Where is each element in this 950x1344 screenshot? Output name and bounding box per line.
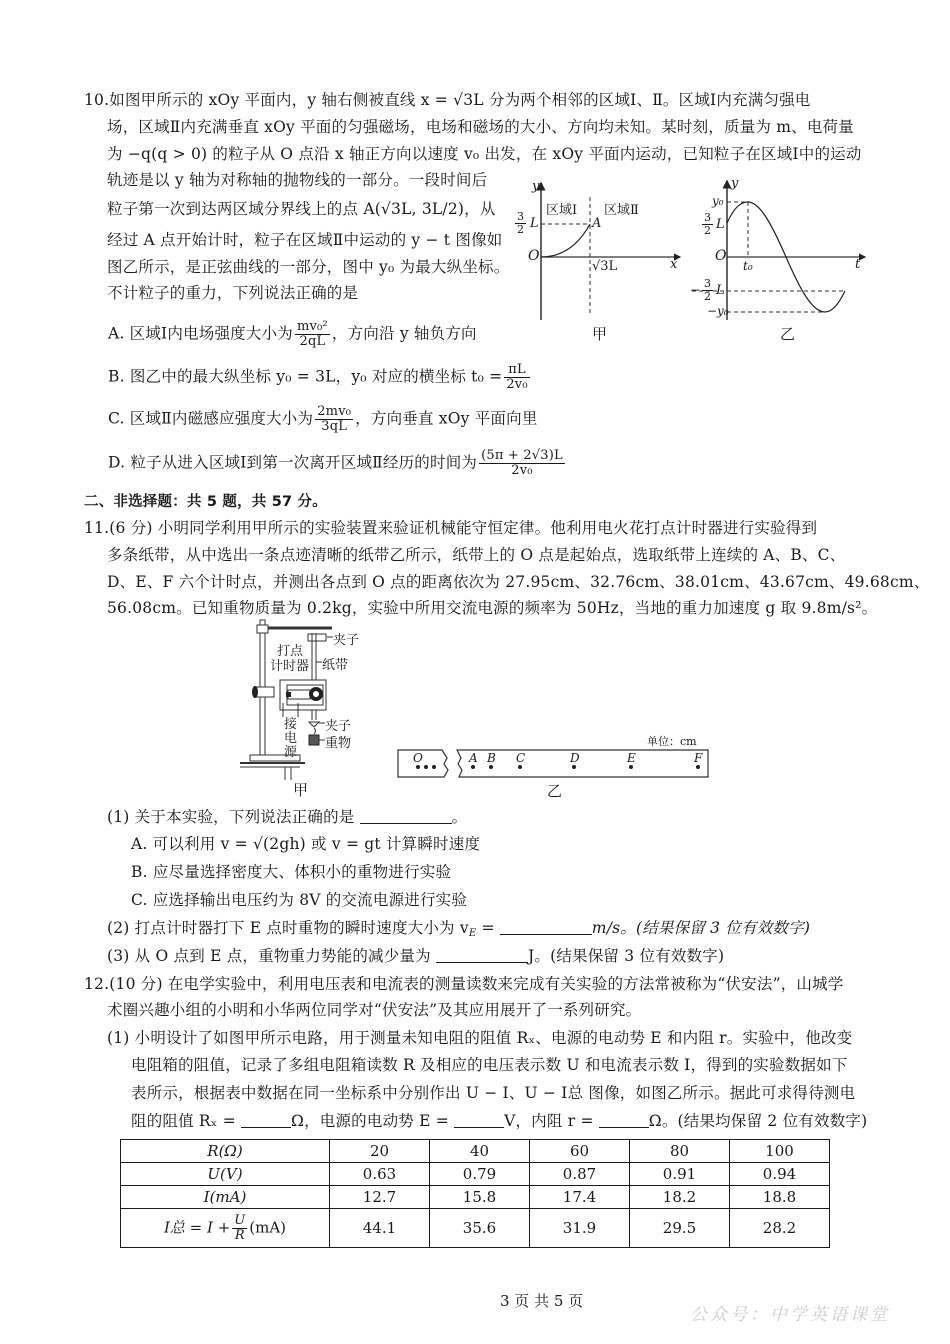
option-a-fraction — [295, 320, 330, 349]
tape-point-b: B — [487, 751, 496, 765]
neg-sign: − — [690, 283, 701, 297]
q10-line-1 — [84, 90, 811, 110]
q11-line-3: D、E、F 六个计时点，并测出各点到 O 点的距离依次为 27.95cm、32.76cm、38.01cm、43.67cm、49.68cm、 — [107, 573, 930, 591]
watermark: 公众号：中学英语课堂 — [690, 1305, 890, 1325]
q10-line-4: 轨迹是以 y 轴为对称轴的抛物线的一部分。一段时间后 — [107, 171, 488, 189]
figure-yi-sine-graph — [690, 175, 880, 345]
table-cell: 18.2 — [630, 1186, 730, 1209]
q12-line-4: 电阻箱的阻值，记录了多组电阻箱读数 R 及相应的电压表示数 U 和电流表示数 I，得到的实验数据如下 — [131, 1056, 848, 1074]
frac-num: mv₀² — [296, 319, 328, 334]
q11-sub1-option-b: B. 应尽量选择密度大、体积小的重物进行实验 — [131, 863, 452, 881]
q12-number: 12. — [84, 975, 110, 993]
frac-den: R — [234, 1227, 245, 1243]
table-cell: 80 — [630, 1140, 730, 1163]
itotal-pre: I总 = I + — [163, 1218, 231, 1236]
frac-den: 2v₀ — [511, 463, 533, 478]
option-c-text: C. 区域Ⅱ内磁感应强度大小为 — [108, 409, 314, 428]
frac-num: 3 — [517, 210, 524, 223]
table-cell: 31.9 — [530, 1209, 630, 1248]
table-cell: 29.5 — [630, 1209, 730, 1248]
q12-line-3: (1) 小明设计了如图甲所示电路，用于测量未知电阻的阻值 Rₓ、电源的电动势 E 和内阻 r。实验中，他改变 — [107, 1029, 853, 1047]
q11-number: 11. — [84, 519, 110, 537]
origin-label: O — [528, 248, 540, 264]
row-header: U(V) — [121, 1163, 330, 1186]
figure-caption: 乙 — [780, 325, 796, 343]
sub1-stem-text: (1) 关于本实验，下列说法正确的是 — [107, 808, 355, 826]
sub3-text: (3) 从 O 点到 E 点，重物重力势能的减少量为 — [107, 947, 431, 965]
q10-number: 10. — [84, 91, 110, 109]
tape-point-c: C — [516, 751, 526, 765]
y-tick-unit-neg: L — [716, 283, 725, 298]
table-cell: 15.8 — [430, 1186, 530, 1209]
label-clip-bottom: 夹子 — [325, 719, 352, 734]
answer-blank-e[interactable] — [454, 1113, 504, 1128]
r-label: V，内阻 r = — [504, 1112, 594, 1130]
q12-line-1 — [84, 974, 844, 994]
q10-line-5: 粒子第一次到达两区域分界线上的点 A(√3L, 3L/2)，从 — [107, 200, 496, 218]
sub2-text: (2) 打点计时器打下 E 点时重物的瞬时速度大小为 v — [107, 919, 469, 937]
y-min-label: −y₀ — [707, 304, 729, 318]
q11-line-1 — [84, 518, 817, 538]
q12-tail: Ω。(结果均保留 2 位有效数字) — [648, 1112, 868, 1130]
y-tick-unit-pos: L — [716, 217, 725, 232]
frac-den: 2v₀ — [506, 377, 528, 392]
tape-unit-label: 单位：cm — [647, 735, 697, 748]
section-2-heading: 二、非选择题：共 5 题，共 57 分。 — [84, 494, 327, 510]
frac-den: 2 — [704, 224, 711, 237]
q10-line-7: 图乙所示，是正弦曲线的一部分，图中 y₀ 为最大纵坐标。 — [107, 258, 510, 276]
table-cell: 18.8 — [730, 1186, 830, 1209]
option-c-fraction — [315, 405, 353, 434]
point-a-label: A — [592, 216, 602, 231]
option-d-fraction — [479, 449, 565, 478]
table-cell: 60 — [530, 1140, 630, 1163]
table-cell: 17.4 — [530, 1186, 630, 1209]
y-axis-label: y — [532, 179, 540, 194]
q10-option-b — [108, 363, 532, 392]
option-d-text: D. 粒子从进入区域Ⅰ到第一次离开区域Ⅱ经历的时间为 — [108, 453, 478, 472]
label-timer-1: 打点 — [277, 644, 304, 659]
q12-text-1: (10 分) 在电学实验中，利用电压表和电流表的测量读数来完成有关实验的方法常被称为“伏安法”，山城学 — [109, 975, 844, 993]
tape-point-a: A — [469, 751, 478, 765]
q11-sub1-stem — [107, 807, 467, 827]
frac-num: (5π + 2√3)L — [481, 448, 563, 463]
q11-text-1: (6 分) 小明同学利用甲所示的实验装置来验证机械能守恒定律。他利用电火花打点计时器进行实验得到 — [109, 519, 818, 537]
table-cell: 0.91 — [630, 1163, 730, 1186]
y-tick-unit: L — [530, 216, 539, 231]
q10-line-6: 经过 A 点开始计时，粒子在区域Ⅱ中运动的 y − t 图像如 — [107, 231, 503, 249]
label-tape: 纸带 — [322, 658, 349, 673]
label-weight: 重物 — [325, 736, 352, 751]
rx-label: 阻的阻值 Rₓ = — [131, 1112, 236, 1130]
y-tick-fraction-neg — [702, 278, 713, 303]
frac-num: 3 — [704, 211, 711, 224]
frac-num: U — [234, 1212, 246, 1228]
label-power-2: 电 — [284, 731, 298, 746]
y-tick-fraction-pos — [702, 212, 713, 237]
answer-blank-rx[interactable] — [241, 1113, 291, 1128]
q10-line-3: 为 −q(q > 0) 的粒子从 O 点沿 x 轴正方向以速度 v₀ 出发，在 xOy 平面内运动，已知粒子在区域Ⅰ中的运动 — [107, 145, 862, 163]
frac-num: πL — [504, 363, 529, 378]
frac-den: 2 — [517, 223, 524, 236]
option-c-tail: ，方向垂直 xOy 平面向里 — [355, 409, 538, 428]
row-header — [121, 1209, 330, 1248]
figure-caption: 乙 — [547, 782, 563, 800]
row-header: I(mA) — [121, 1186, 330, 1209]
q11-line-2: 多条纸带，从中选出一条点迹清晰的纸带乙所示，纸带上的 O 点是起始点，选取纸带上连续的 A、B、C、 — [107, 546, 846, 564]
figure-caption: 甲 — [592, 325, 608, 343]
frac-num: 3 — [704, 277, 711, 290]
q12-line-2: 术圈兴趣小组的小明和小华两位同学对“伏安法”及其应用展开了一系列研究。 — [107, 1001, 642, 1019]
e-label: Ω，电源的电动势 E = — [291, 1112, 449, 1130]
table-row-u — [121, 1163, 830, 1186]
row-header: R(Ω) — [121, 1140, 330, 1163]
region-2-label: 区域Ⅱ — [604, 203, 639, 218]
region-1-label: 区域Ⅰ — [546, 203, 578, 218]
figure-caption: 甲 — [293, 781, 309, 799]
table-cell: 12.7 — [330, 1186, 430, 1209]
answer-blank-1[interactable] — [360, 809, 452, 824]
t0-label: t₀ — [743, 259, 753, 273]
answer-blank-2[interactable] — [500, 920, 592, 935]
sub1-end: 。 — [451, 808, 468, 826]
q10-line-2: 场，区域Ⅱ内充满垂直 xOy 平面的匀强磁场，电场和磁场的大小、方向均未知。某时刻，质量为 m、电荷量 — [107, 118, 854, 136]
table-cell: 0.79 — [430, 1163, 530, 1186]
q10-line-8: 不计粒子的重力，下列说法正确的是 — [107, 284, 359, 302]
table-cell: 44.1 — [330, 1209, 430, 1248]
q11-sub2 — [107, 918, 810, 944]
option-b-text: B. 图乙中的最大纵坐标 y₀ = 3L，y₀ 对应的横坐标 t₀ = — [108, 367, 503, 386]
label-timer-2: 计时器 — [270, 659, 310, 674]
x-axis-label: x — [670, 257, 678, 272]
table-cell: 35.6 — [430, 1209, 530, 1248]
y-tick-fraction — [515, 211, 526, 236]
y-max-label: y₀ — [712, 194, 724, 208]
q10-text-1: 如图甲所示的 xOy 平面内，y 轴右侧被直线 x = √3L 分为两个相邻的区域Ⅰ、Ⅱ。区域Ⅰ内充满匀强电 — [109, 91, 811, 109]
figure-jia-trajectory — [510, 175, 700, 345]
q11-sub1-option-a: A. 可以利用 v = √(2gh) 或 v = gt 计算瞬时速度 — [131, 835, 481, 853]
table-cell: 0.63 — [330, 1163, 430, 1186]
sub2-subscript: E — [468, 928, 477, 939]
tape-point-o: O — [413, 751, 423, 765]
t-axis-label: t — [855, 257, 861, 272]
option-a-text: A. 区域Ⅰ内电场强度大小为 — [108, 324, 293, 343]
answer-blank-3[interactable] — [436, 948, 528, 963]
table-cell: 100 — [730, 1140, 830, 1163]
answer-blank-r[interactable] — [599, 1113, 649, 1128]
table-row-i — [121, 1186, 830, 1209]
tape-point-d: D — [570, 751, 580, 765]
table-cell: 0.94 — [730, 1163, 830, 1186]
label-clip-top: 夹子 — [333, 633, 360, 648]
option-a-tail: ，方向沿 y 轴负方向 — [331, 324, 477, 343]
sub2-tail: m/s。(结果保留 3 位有效数字) — [591, 919, 811, 937]
frac-den: 3qL — [321, 419, 348, 434]
q11-line-4: 56.08cm。已知重物质量为 0.2kg，实验中所用交流电源的频率为 50Hz，当地的重力加速度 g 取 9.8m/s²。 — [107, 599, 878, 617]
q10-option-c — [108, 405, 538, 434]
frac-den: 2 — [704, 290, 711, 303]
y-axis-label: y — [731, 176, 739, 191]
q10-option-d — [108, 449, 567, 478]
label-power-3: 源 — [284, 745, 298, 760]
option-b-fraction — [504, 363, 529, 392]
frac-den: 2qL — [299, 334, 326, 349]
u-over-r-fraction — [232, 1214, 247, 1243]
frac-num: 2mv₀ — [317, 404, 352, 419]
tape-point-f: F — [694, 751, 703, 765]
table-cell: 20 — [330, 1140, 430, 1163]
q11-sub1-option-c: C. 应选择输出电压约为 8V 的交流电源进行实验 — [131, 891, 468, 909]
figure-paper-tape — [390, 730, 720, 800]
q10-option-a — [108, 320, 477, 349]
label-power-1: 接 — [284, 717, 298, 732]
sub2-eq: = — [476, 919, 500, 937]
sub3-tail: J。(结果保留 3 位有效数字) — [527, 947, 725, 965]
table-cell: 28.2 — [730, 1209, 830, 1248]
x-tick-label: √3L — [592, 259, 618, 274]
table-cell: 0.87 — [530, 1163, 630, 1186]
table-row-r — [121, 1140, 830, 1163]
page-number: 3 页 共 5 页 — [500, 1292, 584, 1310]
table-cell: 40 — [430, 1140, 530, 1163]
figure-apparatus — [200, 615, 400, 800]
origin-label: O — [715, 248, 727, 264]
itotal-unit: (mA) — [249, 1218, 287, 1236]
data-table — [120, 1139, 830, 1248]
table-row-itotal — [121, 1209, 830, 1248]
tape-point-e: E — [627, 751, 636, 765]
q12-line-5: 表所示，根据表中数据在同一坐标系中分别作出 U − I、U − I总 图像，如图乙所示。据此可求得待测电 — [131, 1084, 856, 1102]
q11-sub3 — [107, 946, 724, 966]
q12-line-6 — [131, 1111, 867, 1131]
